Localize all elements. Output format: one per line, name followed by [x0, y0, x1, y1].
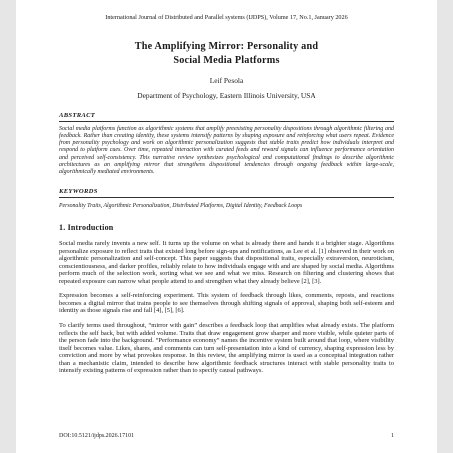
title-line-1: The Amplifying Mirror: Personality and: [134, 41, 319, 52]
abstract-heading: ABSTRACT: [59, 112, 96, 119]
paper-title: [59, 40, 394, 68]
author-affiliation: Department of Psychology, Eastern Illinois University, USA: [137, 91, 316, 100]
page-footer: [59, 433, 394, 439]
intro-paragraph-3: To clarify terms used throughout, “mirror with gain” describes a feedback loop that amplifies what already exists. The platform reflects the self back, but with added volume. Traits that draw engagement grow sharper and more visible, while quieter parts of the person fade into the background. “Performance economy” names the incentive system built around that loop, where visibility itself becomes value. Likes, shares, and comments can turn self-presentation into a kind of currency, shaping expression less by conviction and more by what provokes response. In this review, the amplifying mirror is used as a conceptual integration rather than a mechanistic claim, intended to describe how algorithmic feedback structures interact with stable personality traits to intensify existing patterns of expression rather than to specify causal pathways.: [59, 322, 394, 375]
intro-paragraph-1: Social media rarely invents a new self. It turns up the volume on what is already there and hands it a brighter stage. Algorithms personalize exposure to reflect traits that existed long before sign-ups and notifications, as Lee et al. [1] observed in their work on algorithmic personalization and self-concept. This paper suggests that dispositional traits, especially extraversion, neuroticism, conscientiousness, and darker profiles, reliably relate to how individuals engage with and are shaped by social media. Algorithms perform much of the selection work, sorting what we see and what we miss. Research on filtering and clustering shows that repeated exposure can narrow what people attend to and strengthen what they already believe [2], [3].: [59, 240, 394, 285]
page-number: 1: [391, 433, 394, 439]
section-heading-introduction: 1. Introduction: [59, 223, 114, 233]
paper-page: [16, 0, 437, 453]
author-name: Leif Pesola: [209, 76, 244, 85]
keywords-rule: [59, 197, 394, 198]
keywords-text: Personality Traits, Algorithmic Personalization, Distributed Platforms, Digital Identity, Feedback Loops: [59, 203, 303, 210]
abstract-text: Social media platforms function as algorithmic systems that amplify preexisting personality dispositions through algorithmic filtering and feedback. Rather than creating identity, these systems intensify patterns by shaping exposure and reinforcing what users repeat. Evidence from personality psychology and work on algorithmic personalization suggests that stable traits predict how individuals interpret and respond to platform cues. Over time, repeated interaction with curated feeds and reward signals can influence performance orientation and perceived self-consistency. This narrative review synthesizes psychological and computational findings to describe algorithmic architectures as an amplifying mirror that strengthens dispositional tendencies through ongoing feedback within large-scale, algorithmically mediated environments.: [59, 126, 394, 175]
keywords-heading: KEYWORDS: [59, 188, 98, 196]
journal-header: International Journal of Distributed and Parallel systems (IJDPS), Volume 17, No.1, January 2026: [105, 14, 348, 21]
footer-doi: DOI:10.5121/ijdps.2026.17101: [59, 433, 135, 439]
abstract-rule: [59, 121, 394, 122]
intro-paragraph-2: Expression becomes a self-reinforcing experiment. This system of feedback through likes, comments, reposts, and reactions becomes a digital mirror that trains people to see themselves through shifting signals of approval, shaping both self-esteem and identity as those signals rise and fall [4], [5], [6].: [59, 292, 394, 315]
title-line-2: Social Media Platforms: [173, 55, 280, 66]
